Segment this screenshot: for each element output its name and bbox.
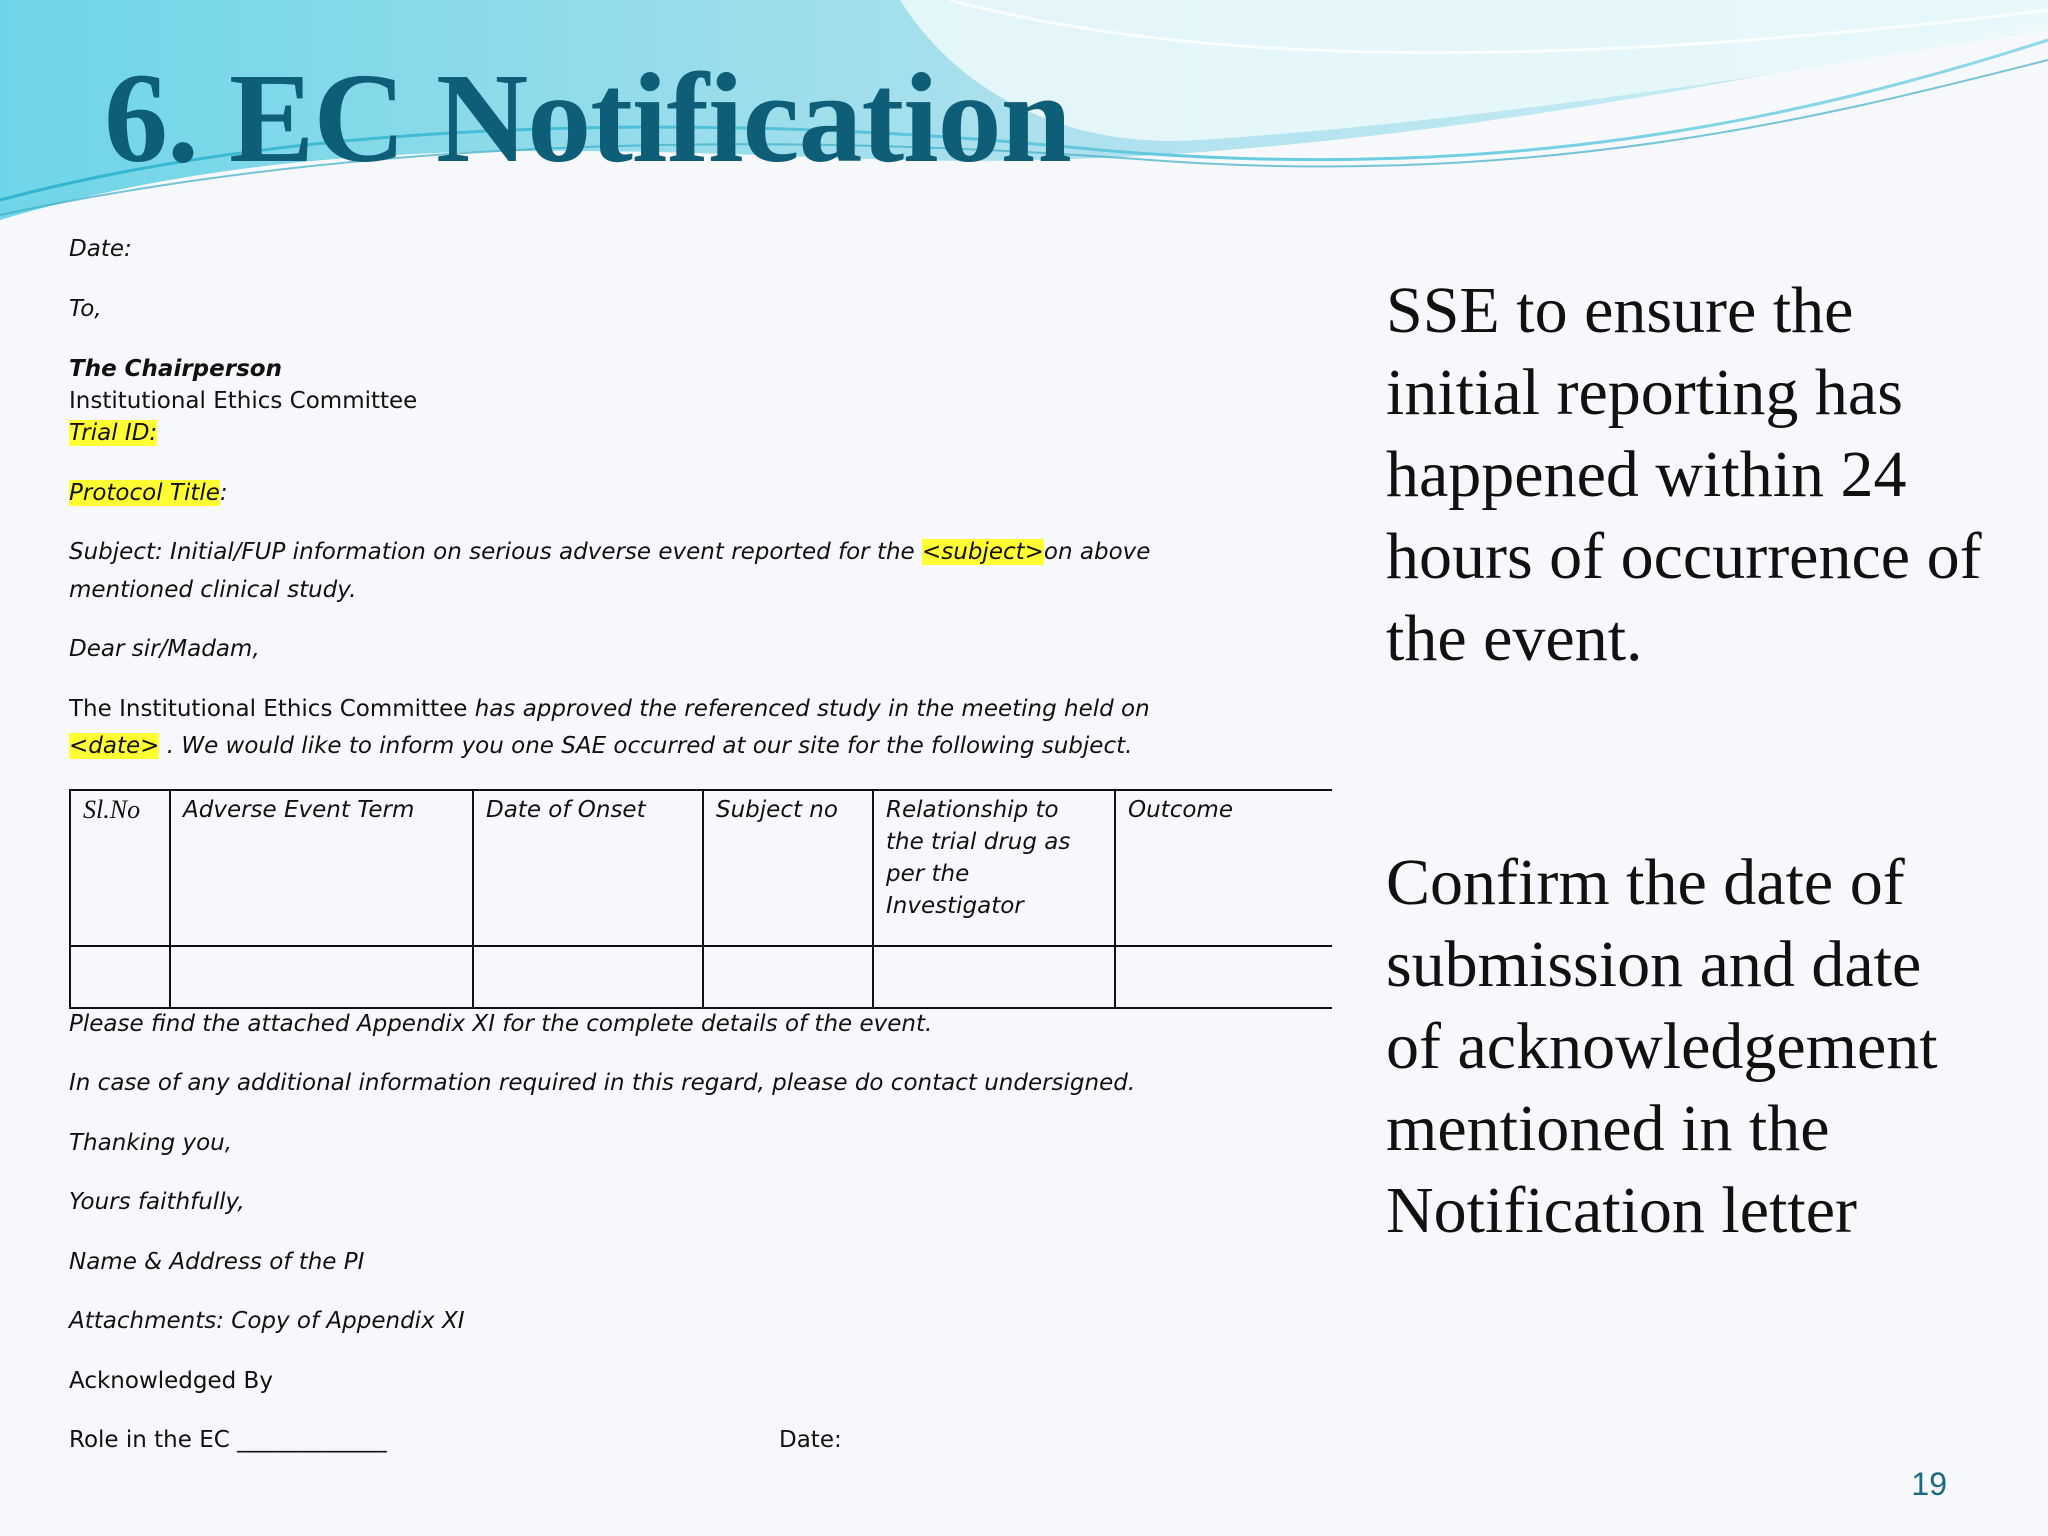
table-cell (703, 946, 873, 1008)
body-org-name: The Institutional Ethics Committee (69, 696, 468, 722)
attachments: Attachments: Copy of Appendix XI (69, 1308, 465, 1334)
table-cell (70, 946, 170, 1008)
role-in-ec: Role in the EC _____________ (69, 1427, 387, 1453)
subject-line (69, 533, 1150, 571)
recipient-org: Institutional Ethics Committee (69, 388, 418, 414)
subject-text: Subject: Initial/FUP information on serious adverse event reported for the (69, 539, 922, 565)
col-adverse-event-term: Adverse Event Term (170, 790, 473, 946)
appendix-note: Please find the attached Appendix XI for the complete details of the event. (69, 1011, 933, 1037)
acknowledged-by: Acknowledged By (69, 1368, 273, 1394)
body-line-1 (69, 690, 1150, 728)
table-row (70, 946, 1332, 1008)
body-text-end: . We would like to inform you one SAE occurred at our site for the following subject. (159, 733, 1133, 759)
subject-text-end: on above (1043, 539, 1151, 565)
slide-title: 6. EC Notification (104, 47, 1071, 189)
protocol-title-colon: : (219, 480, 228, 506)
sidebar-point-1: SSE to ensure the initial reporting has happened within 24 hours of occurrence of the event. (1386, 274, 1982, 675)
subject-placeholder: <subject> (922, 539, 1044, 565)
sidebar-point-2: Confirm the date of submission and date of acknowledgement mentioned in the Notification letter (1386, 846, 1938, 1247)
body-text: has approved the referenced study in the meeting held on (467, 696, 1150, 722)
date-placeholder: <date> (69, 733, 160, 759)
body-line-2 (69, 727, 1132, 765)
col-relationship: Relationship to the trial drug as per the Investigator (873, 790, 1115, 946)
page-number: 19 (1911, 1466, 1947, 1502)
pi-name-address: Name & Address of the PI (69, 1249, 365, 1275)
col-subject-no: Subject no (703, 790, 873, 946)
footer-date-label: Date: (779, 1427, 842, 1453)
table-cell (473, 946, 703, 1008)
trial-id-field: Trial ID: (69, 420, 158, 446)
col-date-of-onset: Date of Onset (473, 790, 703, 946)
salutation: Dear sir/Madam, (69, 636, 260, 662)
contact-note: In case of any additional information required in this regard, please do contact undersigned. (69, 1070, 1136, 1096)
subject-line-2: mentioned clinical study. (69, 577, 357, 603)
table-cell (873, 946, 1115, 1008)
col-sl-no: Sl.No (70, 790, 170, 946)
thanks: Thanking you, (69, 1130, 233, 1156)
table-header-row (70, 790, 1332, 946)
protocol-title-field: Protocol Title (69, 480, 220, 506)
table-cell (170, 946, 473, 1008)
sae-table (69, 789, 1332, 1009)
recipient-title: The Chairperson (69, 356, 282, 382)
closing: Yours faithfully, (69, 1189, 245, 1215)
letter-to: To, (69, 296, 102, 322)
col-outcome: Outcome (1115, 790, 1332, 946)
letter-date-label: Date: (69, 236, 132, 262)
table-cell (1115, 946, 1332, 1008)
